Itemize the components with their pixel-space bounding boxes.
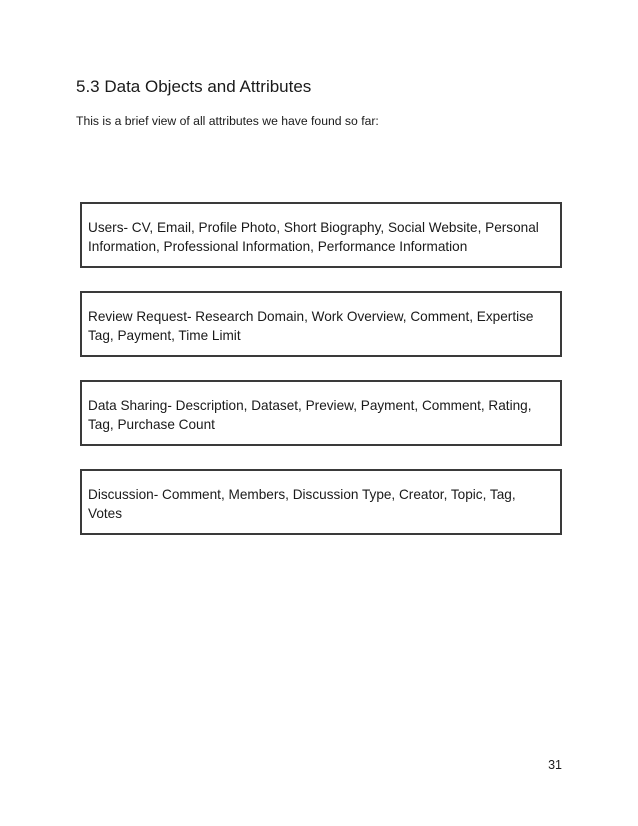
data-object-text: Discussion- Comment, Members, Discussion Type, Creator, Topic, Tag, Votes [88,487,516,521]
data-object-text: Data Sharing- Description, Dataset, Preview, Payment, Comment, Rating, Tag, Purchase Count [88,398,532,432]
data-object-text: Users- CV, Email, Profile Photo, Short Biography, Social Website, Personal Information, Professional Information, Performance Information [88,220,539,254]
data-object-text: Review Request- Research Domain, Work Overview, Comment, Expertise Tag, Payment, Time Limit [88,309,534,343]
section-heading: 5.3 Data Objects and Attributes [76,77,312,96]
page-number: 31 [548,758,562,772]
data-object-box-data-sharing [80,380,562,446]
intro-paragraph: This is a brief view of all attributes we have found so far: [76,114,379,128]
data-object-box-review-request [80,291,562,357]
data-object-box-users [80,202,562,268]
data-object-box-discussion [80,469,562,535]
